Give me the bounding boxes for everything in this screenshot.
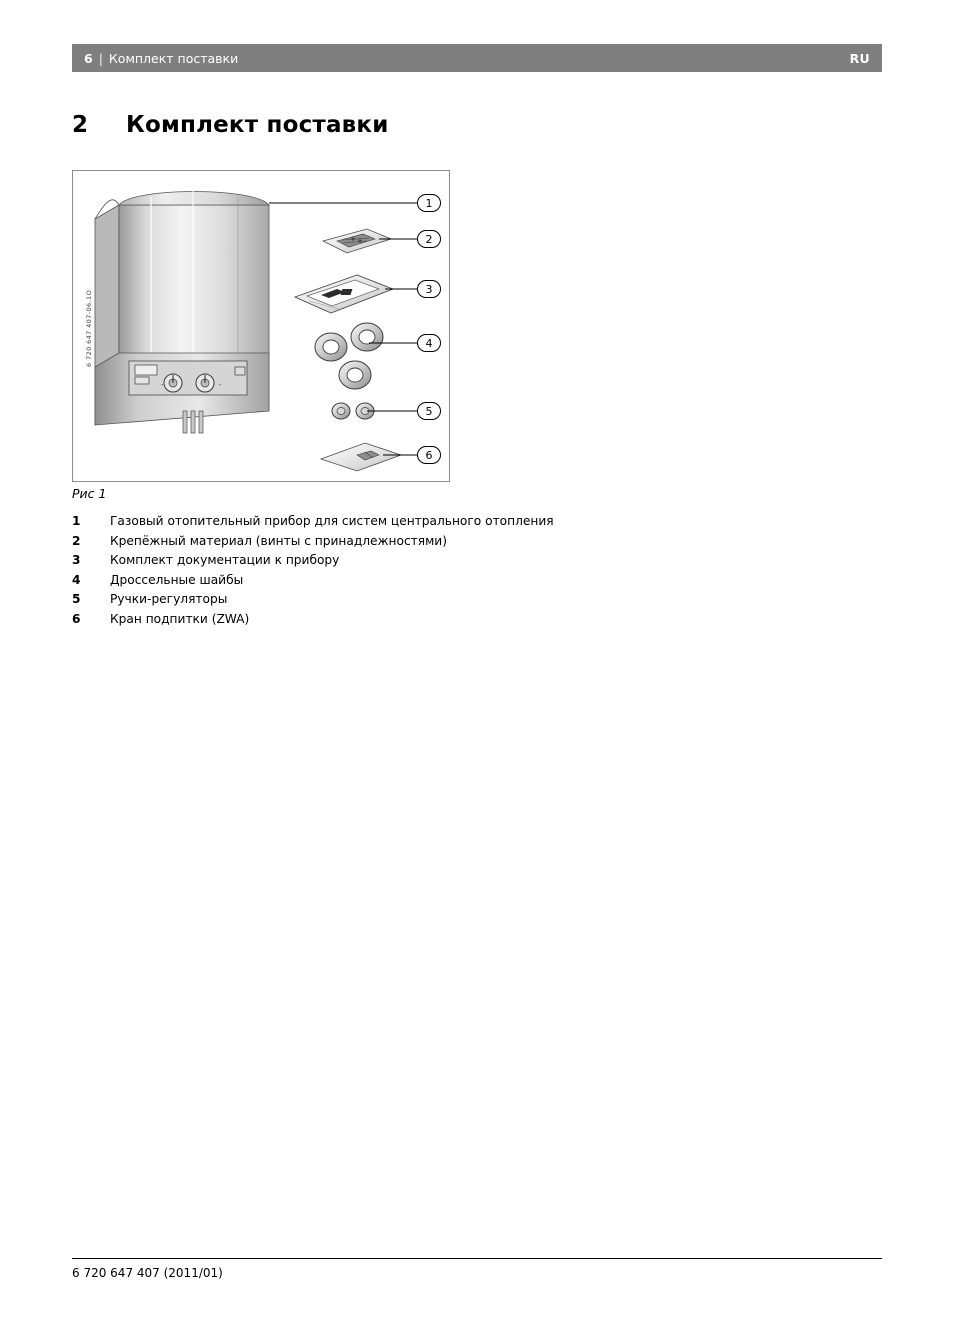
figure-illustration	[72, 170, 450, 482]
section-title: Комплект поставки	[126, 112, 389, 138]
page-title	[72, 112, 389, 138]
figure-callout-2: 2	[417, 230, 441, 248]
legend-item-number: 6	[72, 611, 81, 626]
figure-caption: Рис 1	[72, 486, 107, 501]
header-page-number: 6	[84, 50, 93, 66]
legend-item-text: Дроссельные шайбы	[110, 572, 244, 587]
figure-callout-5: 5	[417, 402, 441, 420]
legend-item	[72, 532, 572, 551]
legend-item-number: 3	[72, 553, 81, 568]
figure-callout-3: 3	[417, 280, 441, 298]
figure-callout-1: 1	[417, 194, 441, 212]
svg-text:-: -	[219, 381, 222, 389]
footer-divider	[72, 1258, 882, 1259]
legend-item	[72, 551, 572, 570]
legend-item-text: Газовый отопительный прибор для систем центрального отопления	[110, 514, 554, 528]
header-chapter-title: Комплект поставки	[108, 50, 239, 66]
legend-item	[72, 571, 572, 590]
legend-item	[72, 512, 572, 531]
header-language-code: RU	[849, 50, 870, 66]
legend-item-number: 5	[72, 592, 81, 607]
header-left-group	[84, 51, 238, 66]
legend-item	[72, 590, 572, 609]
legend-item-text: Крепёжный материал (винты с принадлежностями)	[110, 533, 447, 548]
header-separator: |	[98, 50, 103, 66]
legend-item-text: Кран подпитки (ZWA)	[110, 611, 250, 626]
figure-legend-list	[72, 512, 572, 629]
legend-item-number: 1	[72, 514, 81, 528]
legend-item-number: 4	[72, 572, 81, 587]
section-number: 2	[72, 112, 89, 138]
figure-callout-4: 4	[417, 334, 441, 352]
svg-text:-: -	[161, 381, 164, 389]
legend-item-number: 2	[72, 533, 81, 548]
figure-callout-6: 6	[417, 446, 441, 464]
boiler-exploded-drawing	[73, 171, 449, 481]
drawing-code-label: 6 720 647 407-06.1O	[85, 289, 93, 367]
page-header-bar	[72, 44, 882, 72]
legend-item-text: Комплект документации к прибору	[110, 553, 340, 568]
legend-item-text: Ручки-регуляторы	[110, 592, 228, 607]
legend-item	[72, 610, 572, 629]
footer-document-id: 6 720 647 407 (2011/01)	[72, 1266, 223, 1280]
